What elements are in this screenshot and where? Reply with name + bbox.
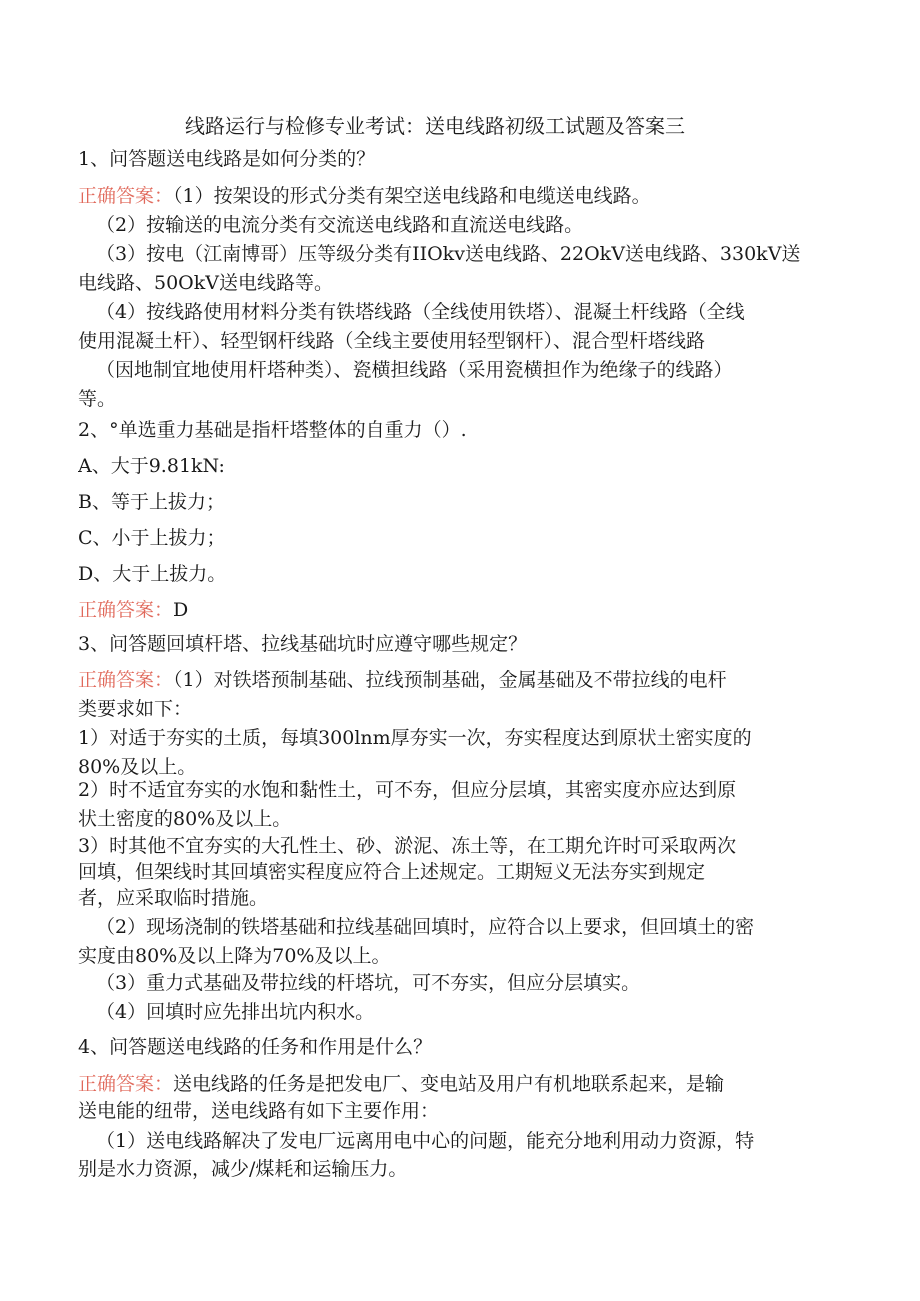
option-b: B、等于上拔力； bbox=[78, 491, 225, 513]
answer-line: 正确答案：送电线路的任务是把发电厂、变电站及用户有机地联系起来，是输 bbox=[78, 1073, 725, 1095]
answer-line: 2）时不适宜夯实的水饱和黏性土，可不夯，但应分层填，其密实度亦应达到原 bbox=[78, 779, 737, 801]
question-2: 2、°单选重力基础是指杆塔整体的自重力（）. bbox=[78, 419, 467, 441]
answer-line: （4）按线路使用材料分类有铁塔线路（全线使用铁塔）、混凝土杆线路（全线 bbox=[96, 301, 745, 323]
answer-line: （1）送电线路解决了发电厂远离用电中心的问题，能充分地利用动力资源，特 bbox=[96, 1130, 755, 1152]
answer-line: 电线路、50OkV送电线路等。 bbox=[78, 272, 333, 294]
option-c: C、小于上拔力； bbox=[78, 527, 226, 549]
answer-label: 正确答案： bbox=[78, 185, 174, 207]
answer-line: 等。 bbox=[78, 388, 117, 410]
answer-line: （3）按电（江南博哥）压等级分类有IIOkv送电线路、22OkV送电线路、330kV送 bbox=[96, 243, 801, 265]
answer-line: 正确答案：（1）按架设的形式分类有架空送电线路和电缆送电线路。 bbox=[78, 185, 651, 207]
document-title: 线路运行与检修专业考试：送电线路初级工试题及答案三 bbox=[185, 114, 685, 138]
answer-line: 使用混凝土杆）、轻型钢杆线路（全线主要使用轻型钢杆）、混合型杆塔线路 bbox=[78, 330, 706, 352]
answer-line: （2）现场浇制的铁塔基础和拉线基础回填时，应符合以上要求，但回填土的密 bbox=[96, 916, 755, 938]
question-4: 4、问答题送电线路的任务和作用是什么？ bbox=[78, 1036, 433, 1058]
answer-line: 1）对适于夯实的土质，每填300lnm厚夯实一次，夯实程度达到原状土密实度的 bbox=[78, 727, 752, 749]
answer-line: （3）重力式基础及带拉线的杆塔坑，可不夯实，但应分层填实。 bbox=[96, 972, 641, 994]
answer-line: 3）时其他不宜夯实的大孔性土、砂、淤泥、冻土等，在工期允许时可采取两次 bbox=[78, 835, 737, 857]
answer-line: （4）回填时应先排出坑内积水。 bbox=[96, 1001, 375, 1023]
answer-line: 类要求如下： bbox=[78, 698, 193, 720]
answer-label: 正确答案： bbox=[78, 599, 174, 621]
answer-line: 送电能的纽带，送电线路有如下主要作用： bbox=[78, 1100, 440, 1122]
answer-label: 正确答案： bbox=[78, 1073, 174, 1095]
answer-line: （因地制宜地使用杆塔种类）、瓷横担线路（采用瓷横担作为绝缘子的线路） bbox=[96, 359, 733, 381]
question-1: 1、问答题送电线路是如何分类的？ bbox=[78, 148, 376, 170]
answer-line: 者，应采取临时措施。 bbox=[78, 887, 269, 909]
answer-line: 回填，但架线时其回填密实程度应符合上述规定。工期短义无法夯实到规定 bbox=[78, 861, 706, 883]
answer-line: 正确答案：（1）对铁塔预制基础、拉线预制基础，金属基础及不带拉线的电杆 bbox=[78, 669, 727, 691]
option-a: A、大于9.81kN: bbox=[78, 455, 225, 477]
answer-line: 80%及以上。 bbox=[78, 756, 197, 778]
answer-line: 正确答案：D bbox=[78, 599, 189, 621]
question-3: 3、问答题回填杆塔、拉线基础坑时应遵守哪些规定？ bbox=[78, 633, 528, 655]
answer-line: 别是水力资源，减少/煤耗和运输压力。 bbox=[78, 1158, 408, 1180]
answer-line: （2）按输送的电流分类有交流送电线路和直流送电线路。 bbox=[96, 214, 584, 236]
answer-line: 实度由80%及以上降为70%及以上。 bbox=[78, 945, 391, 967]
option-d: D、大于上拔力。 bbox=[78, 563, 227, 585]
answer-line: 状土密度的80%及以上。 bbox=[78, 808, 292, 830]
answer-label: 正确答案： bbox=[78, 669, 174, 691]
